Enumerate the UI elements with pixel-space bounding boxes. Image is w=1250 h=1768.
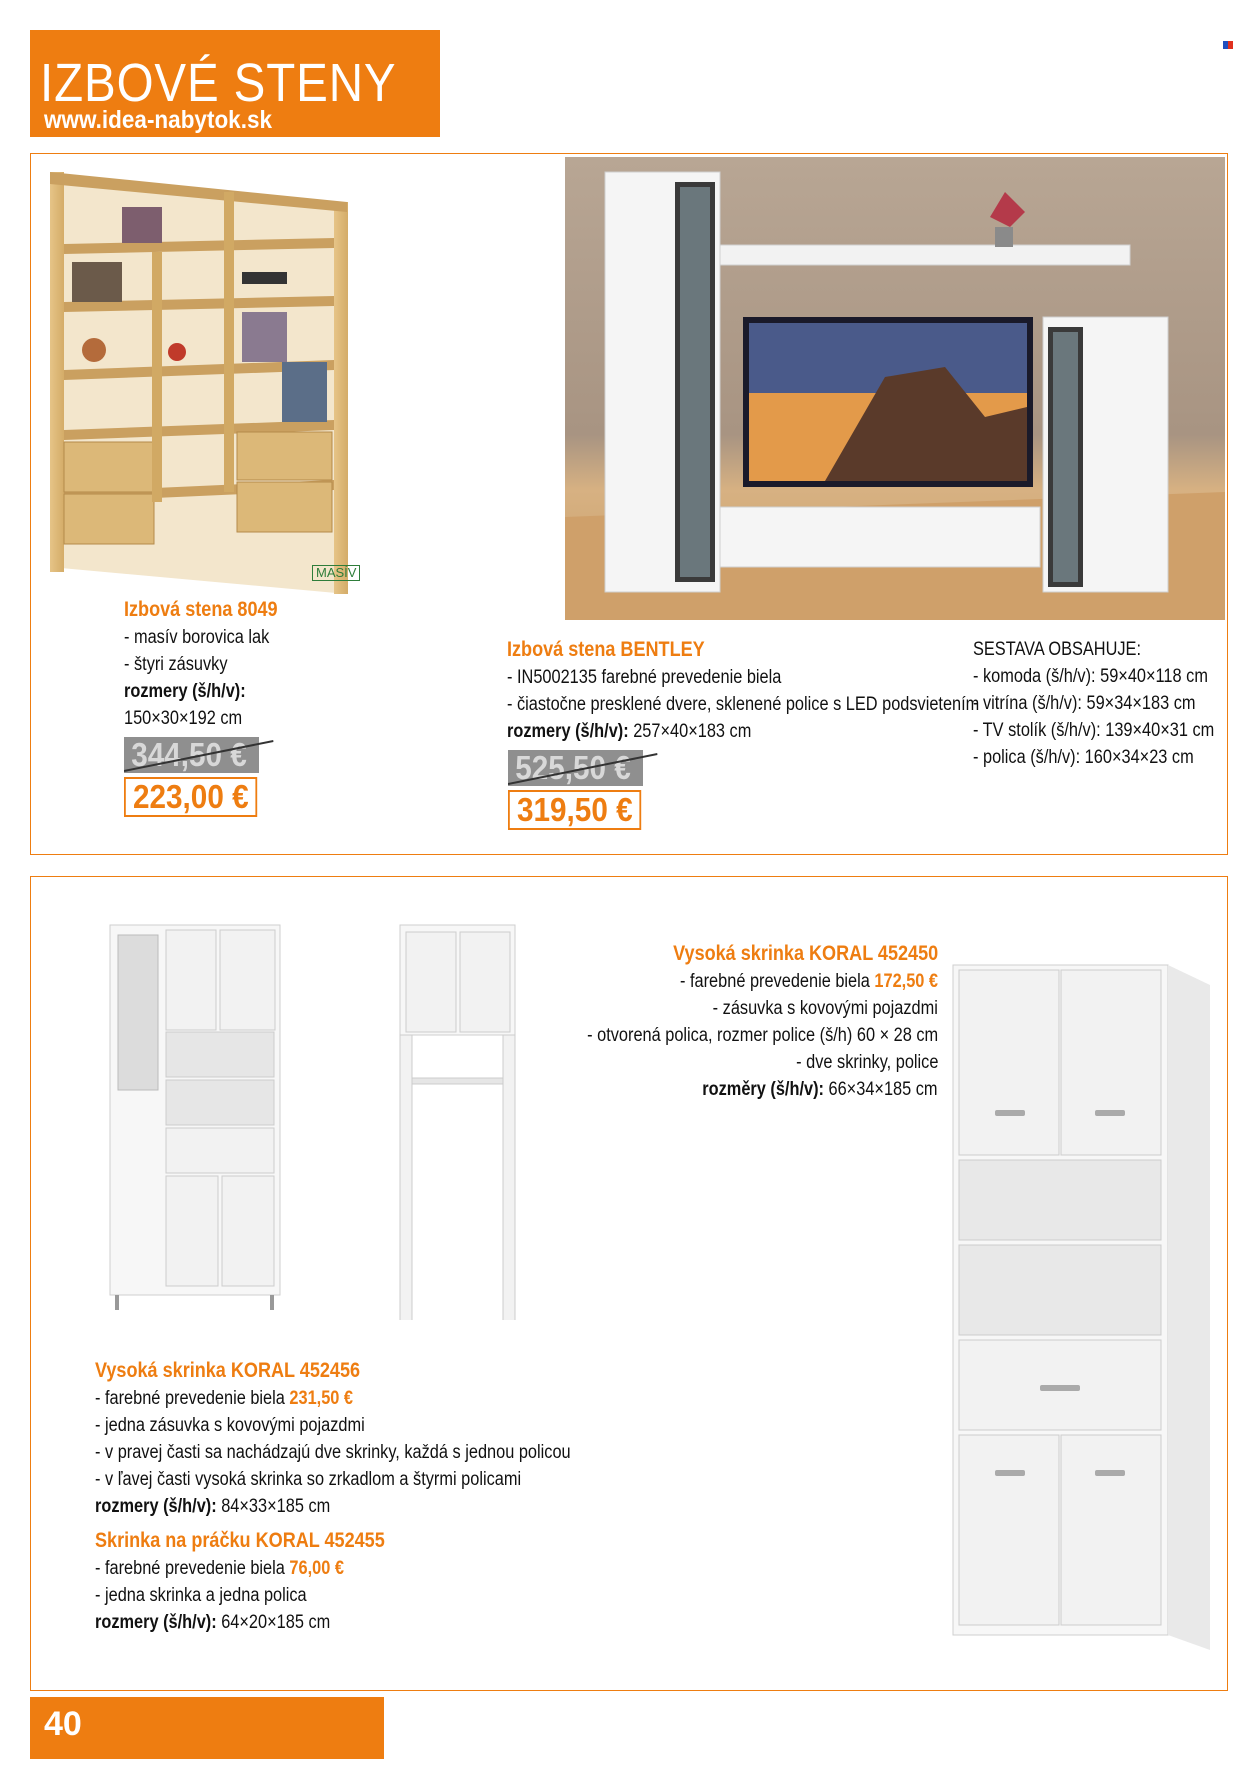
koral455-line-1-text: - farebné prevedenie biela <box>95 1558 290 1579</box>
stena8049-dims-label: rozmery (š/h/v): <box>124 681 246 702</box>
bentley-set-item-4: - polica (š/h/v): 160×34×23 cm <box>973 747 1194 768</box>
bentley-set-item-2: - vitrína (š/h/v): 59×34×183 cm <box>973 693 1196 714</box>
koral450-dims-value: 66×34×185 cm <box>824 1079 938 1100</box>
bentley-set-item-1: - komoda (š/h/v): 59×40×118 cm <box>973 666 1208 687</box>
koral456-dims <box>95 1493 330 1520</box>
koral450-line-2: - zásuvka s kovovými pojazdmi <box>712 998 938 1019</box>
stena8049-title: Izbová stena 8049 <box>124 598 278 621</box>
stena8049-line-2: - štyri zásuvky <box>124 654 228 675</box>
bentley-set-title: SESTAVA OBSAHUJE: <box>973 639 1141 660</box>
bentley-dims-value: 257×40×183 cm <box>628 721 752 742</box>
koral455-dims-value: 64×20×185 cm <box>216 1612 331 1633</box>
corner-mark <box>1223 36 1233 44</box>
stena8049-old-price <box>124 737 259 773</box>
bentley-wall-image <box>565 157 1225 620</box>
masiv-badge: MASÍV <box>312 565 360 581</box>
koral456-line-1-text: - farebné prevedenie biela <box>95 1388 290 1409</box>
shelf-8049-image <box>42 162 367 600</box>
koral-452456-image <box>100 920 290 1320</box>
bentley-title: Izbová stena BENTLEY <box>507 638 705 661</box>
page-number-band <box>30 1697 384 1759</box>
bentley-dims <box>507 718 751 745</box>
koral450-line-1-text: - farebné prevedenie biela <box>679 971 875 992</box>
bentley-old-price <box>508 750 643 786</box>
koral456-line-1 <box>95 1385 353 1412</box>
page-number: 40 <box>44 1705 82 1743</box>
koral456-dims-value: 84×33×185 cm <box>216 1496 331 1517</box>
website-url[interactable]: www.idea-nabytok.sk <box>44 106 272 134</box>
koral450-line-3: - otvorená polica, rozmer police (š/h) 60 × 28 cm <box>586 1025 938 1046</box>
koral455-price: 76,00 € <box>289 1558 344 1579</box>
stena8049-dims-value: 150×30×192 cm <box>124 708 243 729</box>
stena8049-old-price-text: 344,50 € <box>131 736 247 773</box>
strikethrough-line <box>124 737 273 773</box>
stena8049-new-price: 223,00 € <box>124 777 258 817</box>
bentley-old-price-text: 525,50 € <box>515 749 631 786</box>
koral450-dims <box>703 1076 938 1103</box>
koral456-price: 231,50 € <box>289 1388 354 1409</box>
koral450-price: 172,50 € <box>874 971 938 992</box>
stena8049-line-1: - masív borovica lak <box>124 627 270 648</box>
koral455-line-1 <box>95 1555 344 1582</box>
koral455-dims-label: rozmery (š/h/v): <box>95 1612 217 1633</box>
koral455-title: Skrinka na práčku KORAL 452455 <box>95 1529 385 1552</box>
koral456-line-2: - jedna zásuvka s kovovými pojazdmi <box>95 1415 365 1436</box>
bentley-line-1: - IN5002135 farebné prevedenie biela <box>507 667 782 688</box>
bentley-dims-label: rozmery (š/h/v): <box>507 721 629 742</box>
koral455-dims <box>95 1609 330 1636</box>
bentley-set-item-3: - TV stolík (š/h/v): 139×40×31 cm <box>973 720 1215 741</box>
koral456-title: Vysoká skrinka KORAL 452456 <box>95 1359 361 1382</box>
koral450-line-1 <box>680 968 938 995</box>
page-title: IZBOVÉ STENY <box>40 53 397 113</box>
koral456-line-3: - v pravej časti sa nachádzajú dve skrinky, každá s jednou policou <box>95 1442 571 1463</box>
koral450-line-4: - dve skrinky, police <box>795 1052 938 1073</box>
koral-452455-image <box>390 920 530 1320</box>
bentley-new-price: 319,50 € <box>508 790 642 830</box>
koral456-line-4: - v ľavej časti vysoká skrinka so zrkadlom a štyrmi policami <box>95 1469 522 1490</box>
koral456-dims-label: rozmery (š/h/v): <box>95 1496 217 1517</box>
bentley-line-2: - čiastočne presklené dvere, sklenené police s LED podsvietením <box>507 694 980 715</box>
koral450-dims-label: rozměry (š/h/v): <box>702 1079 825 1100</box>
koral450-title: Vysoká skrinka KORAL 452450 <box>672 942 938 965</box>
strikethrough-line <box>508 750 657 786</box>
koral-452450-image <box>945 960 1220 1650</box>
koral455-line-2: - jedna skrinka a jedna polica <box>95 1585 307 1606</box>
